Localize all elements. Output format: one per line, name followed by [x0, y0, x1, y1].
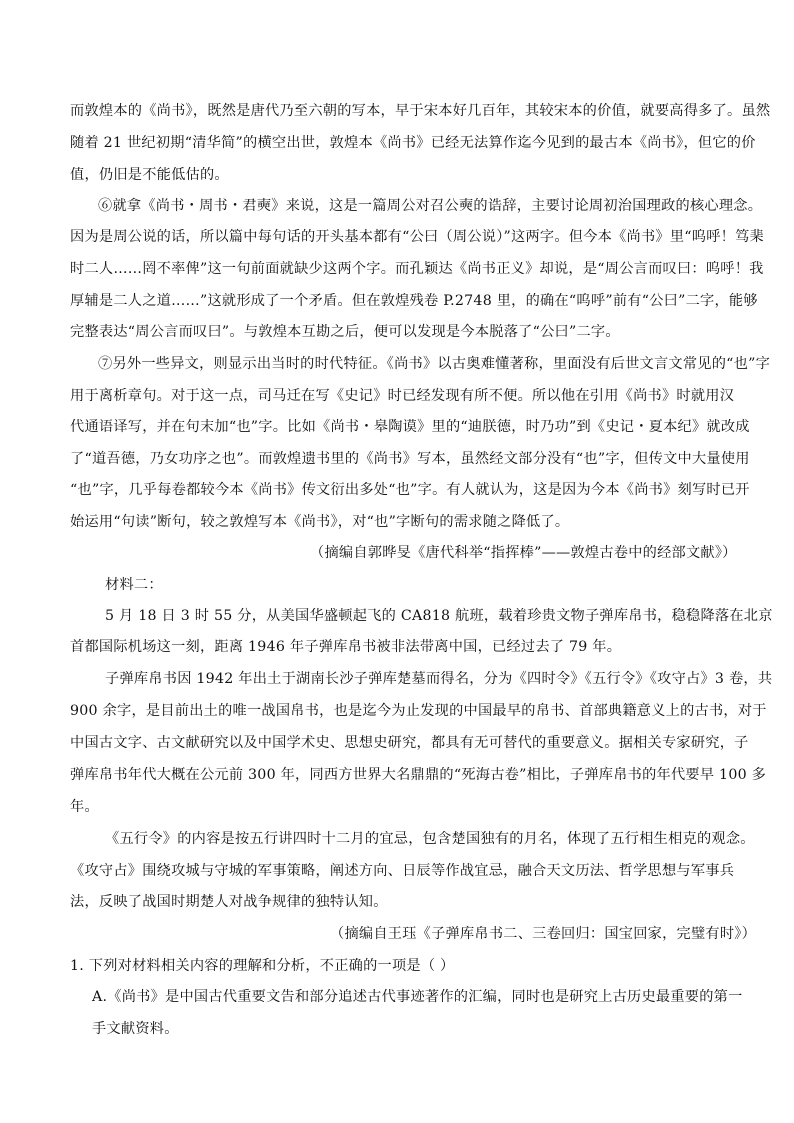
body-text-line: “也”字，几乎每卷都较今本《尚书》传文衍出多处“也”字。有人就认为，这是因为今本《尚书》刻写时已开 — [70, 482, 750, 498]
material-label: 材料二： — [105, 577, 163, 593]
body-text-line: 首都国际机场这一刻，距离 1946 年子弹库帛书被非法带离中国，已经过去了 79 年。 — [70, 639, 622, 655]
body-text-line: 年。 — [70, 799, 99, 815]
body-text-line: ⑦另外一些异文，则显示出当时的时代特征。《尚书》以古奥难懂著称，里面没有后世文言文常见的“也”字 — [98, 356, 771, 372]
body-text-line: 了“道吾德，乃女功序之也”。而敦煌遗书里的《尚书》写本，虽然经文部分没有“也”字，但传文中大量使用 — [70, 451, 750, 467]
body-text-line: 完整表达“周公言而叹曰”。与敦煌本互勘之后，便可以发现是今本脱落了“公曰”二字。 — [70, 324, 620, 340]
body-text-line: 厚辅是二人之道……”这就形成了一个矛盾。但在敦煌残卷 P.2748 里，的确在“呜呼”前有“公曰”二字，能够 — [70, 293, 758, 309]
body-text-line: 中国古文字、古文献研究以及中国学术史、思想史研究，都具有无可替代的重要意义。据相关专家研究，子 — [70, 735, 749, 751]
body-text-line: 《五行令》的内容是按五行讲四时十二月的宜忌，包含楚国独有的月名，体现了五行相生相克的观念。 — [105, 831, 755, 847]
body-text-line: 值，仍旧是不能低估的。 — [70, 167, 229, 183]
source-citation: （摘编自王珏《子弹库帛书二、三卷回归：国宝回家，完璧有时》） — [330, 926, 757, 942]
body-text-line: 用于离析章句。对于这一点，司马迁在写《史记》时已经发现有所不便。所以他在引用《尚书》时就用汉 — [70, 388, 735, 404]
answer-option-a[interactable]: A.《尚书》是中国古代重要文告和部分追述古代事迹著作的汇编，同时也是研究上古历史最重要的第一 — [92, 989, 743, 1005]
body-text-line: 900 余字，是目前出土的唯一战国帛书，也是迄今为止发现的中国最早的帛书、首部典籍意义上的古书，对于 — [70, 703, 767, 719]
body-text-line: 法，反映了战国时期楚人对战争规律的独特认知。 — [70, 894, 388, 910]
answer-option-a-continued: 手文献资料。 — [92, 1021, 179, 1037]
source-citation: （摘编自郭晔旻《唐代科举“指挥棒”——敦煌古卷中的经部文献》） — [310, 545, 737, 561]
body-text-line: ⑥就拿《尚书・周书・君奭》来说，这是一篇周公对召公奭的诰辞，主要讨论周初治国理政的核心理念。 — [98, 198, 763, 214]
body-text-line: 《攻守占》围绕攻城与守城的军事策略，阐述方向、日辰等作战宜忌，融合天文历法、哲学思想与军事兵 — [70, 863, 735, 879]
body-text-line: 时二人……罔不率俾”这一句前面就缺少这两个字。而孔颖达《尚书正义》却说，是“周公言而叹曰：呜呼！我 — [70, 261, 764, 277]
body-text-line: 弹库帛书年代大概在公元前 300 年，同西方世界大名鼎鼎的“死海古卷”相比，子弹库帛书的年代要早 100 多 — [70, 767, 767, 783]
body-text-line: 因为是周公说的话，所以篇中每句话的开头基本都有“公曰（周公说）”这两字。但今本《尚书》里“呜呼！笃棐 — [70, 229, 764, 245]
body-text-line: 5 月 18 日 3 时 55 分，从美国华盛顿起飞的 CA818 航班，载着珍贵文物子弹库帛书，稳稳降落在北京 — [105, 608, 773, 624]
body-text-line: 子弹库帛书因 1942 年出土于湖南长沙子弹库楚墓而得名，分为《四时令》《五行令》《攻守占》3 卷，共 — [105, 671, 773, 687]
body-text-line: 随着 21 世纪初期“清华简”的横空出世，敦煌本《尚书》已经无法算作迄今见到的最古本《尚书》，但它的价 — [70, 135, 756, 151]
body-text-line: 而敦煌本的《尚书》，既然是唐代乃至六朝的写本，早于宋本好几百年，其较宋本的价值，就要高得多了。虽然 — [70, 103, 771, 119]
question-stem: 1. 下列对材料相关内容的理解和分析，不正确的一项是（ ） — [70, 958, 455, 974]
body-text-line: 代通语译写，并在句末加“也”字。比如《尚书・皋陶谟》里的“迪朕德，时乃功”到《史记・夏本纪》就改成 — [70, 419, 750, 435]
body-text-line: 始运用“句读”断句，较之敦煌写本《尚书》，对“也”字断句的需求随之降低了。 — [70, 514, 570, 530]
